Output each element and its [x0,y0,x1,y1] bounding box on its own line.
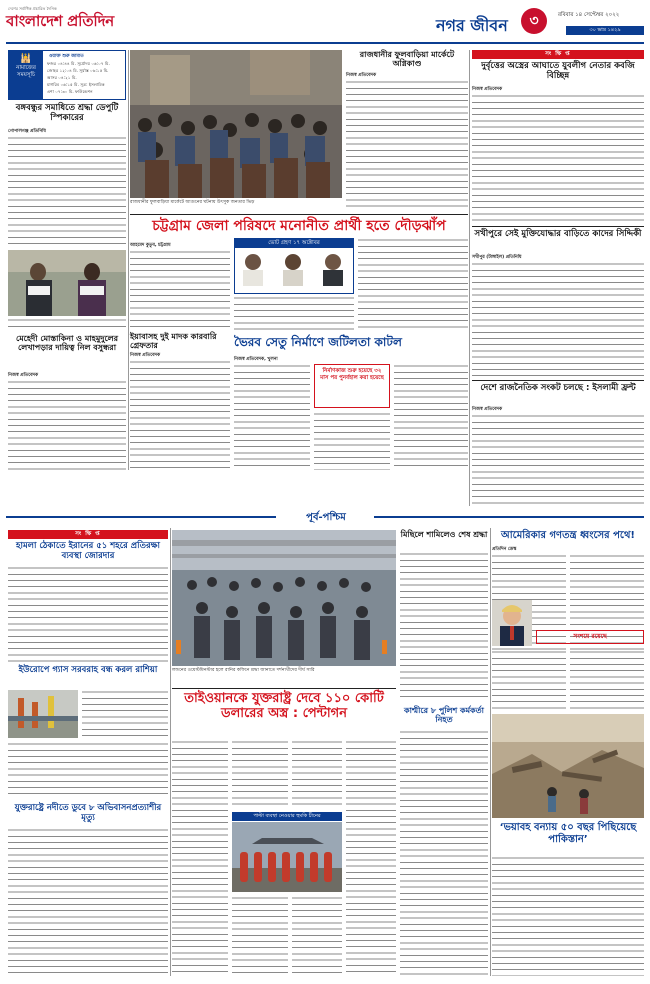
europe-headline: ইউরোপে গ্যাস সরবরাহ বন্ধ করল রাশিয়া [18,665,158,675]
flood-graphic [492,714,644,818]
page-number-badge [521,8,547,34]
queen-caption: লন্ডনের ওয়েস্টমিনস্টার হলে রানির কফিনে শ্রদ্ধা জানাতে দর্শনার্থীদের দীর্ঘ সারি [172,668,315,673]
america-headline: আমেরিকার গণতন্ত্র ধ্বংসের পথে! [501,530,635,541]
desh-headline: দেশে রাজনৈতিক সংকট চলছে : ইসলামী ফ্রন্ট [480,383,636,393]
bangabandhu-byline: গোপালগঞ্জ প্রতিনিধি [8,129,46,134]
logo [6,10,181,36]
prayer-title: নামাজের সময়সূচি [16,65,36,78]
col-rule-4 [490,528,491,976]
prayer-row: এশা ০৭:৩০ মি. ফাউন্ডেশন [47,89,93,94]
bhairab-body-col3 [394,364,468,470]
right-divider-2 [472,380,644,381]
bhairab-body-col2 [314,412,390,470]
taiwan-inset-caption: পাল্টা ব্যবস্থা নেওয়ার হুমকি চীনের [232,812,342,821]
date-line: রবিবার ১৪ সেপ্টেম্বর ২০২২ [558,12,620,18]
taiwan-rule [172,688,396,689]
market-crowd-photo [130,50,342,198]
taiwan-body-col2 [232,740,288,810]
desh-body [472,414,644,506]
kashmir-body [400,730,488,976]
pakistan-headline: ‘ভয়াবহ বন্যায় ৫০ বছর পিছিয়েছে পাকিস্তান’ [499,822,637,845]
sangkshipta2-text: সং ক্ষি প্ত [75,531,101,537]
europe-body [8,742,168,798]
col-rule-2 [469,50,470,506]
america-body-col1b [492,650,566,710]
bhairab-headline: ভৈরব সেতু নির্মাণে জটিলতা কাটল [234,335,402,349]
prayer-title-block [9,51,43,99]
taiwan-body-col4 [346,740,396,976]
prayer-rows [47,60,127,95]
gas-pipeline-photo [8,690,78,738]
america-quote-text: সংশয়ে রয়েছে [573,633,607,640]
durbritta-headline: দুর্বৃত্তের অস্ত্রের আঘাতে যুবলীগ নেতার কবজি বিচ্ছিন্ন [481,61,635,81]
queen-body [400,552,488,702]
durbritta-body [472,94,644,224]
america-quote-box [536,630,644,644]
prayer-times-box [8,50,126,100]
masthead [6,6,644,48]
bangabandhu-headline: বঙ্গবন্ধুর সমাধিতে শ্রদ্ধা ডেপুটি স্পিকারের [15,103,119,123]
sakhipur-body [472,262,644,378]
queen-headline: মিছিলে শামিলেও শেষ শ্রদ্ধা [400,530,488,539]
prayer-header: ওয়াক্ত শুরু জামাত [49,54,84,59]
pakistan-flood-photo [492,714,644,818]
mehedi-body [8,380,126,470]
hamla-headline: হামলা ঠেকাতে ইরানের ৫১ শহরে প্রতিরক্ষা ব্যবস্থা জোরদার [16,541,160,561]
bhairab-callout-text: নির্মাণকাজ শুরু হয়েছে ৩২ মাস পর পুনর্বহাল করা হয়েছে [320,368,384,381]
right-divider-1 [472,226,644,227]
bhairab-body-col1 [234,364,310,470]
section-title: নগর জীবন [436,16,508,35]
kashmir-headline: কাশ্মীরে ৮ পুলিশ কর্মকর্তা নিহত [404,706,484,725]
military-photo [232,822,342,892]
col-rule-3 [170,528,171,976]
rajdhani-headline: রাজধানীর ফুলবাড়িয়া মার্কেটে অগ্নিকাণ্ড [359,50,455,69]
taiwan-body-col3 [292,740,342,810]
hamla-body [8,566,168,662]
purba-paschim-line-left [6,516,276,518]
date-line-2: ৩০ ভাদ্র ১৪২৯ [566,26,644,35]
pakistan-body [492,856,644,976]
mehedi-byline: নিজস্ব প্রতিবেদক [8,373,39,378]
trump-photo [492,600,532,646]
mehedi-headline: মেহেদী মোস্তাকিনা ও মাহমুদুলের লেখাপড়ার দায়িত্ব নিল বসুন্ধরা [15,334,119,353]
bashundhara-caption-lines [8,318,126,330]
candidate-portraits [235,248,353,288]
america-body-col2b [570,650,644,710]
taiwan-headline: তাইওয়ানকে যুক্তরাষ্ট্র দেবে ১১০ কোটি ডলারের অস্ত্র : পেন্টাগন [184,691,384,721]
prayer-row: আসর ০৪:২১ মি. [47,75,77,80]
purba-paschim-line-right [374,516,644,518]
military-graphic [232,822,342,892]
queue-graphic [172,530,396,666]
banner-rule [130,214,468,215]
sangkshipta-label [472,50,644,59]
sangkshipta-text: সং ক্ষি প্ত [545,51,571,57]
prayer-row: জোহর ১২:০৪ মি. সূর্যাস্ত ০৬:১৫ মি. [47,68,109,73]
yaba-headline: ইয়াবাসহ দুই মাদক কারবারি গ্রেফতার [130,332,217,351]
chattogram-body-col2 [234,296,354,332]
col-rule-1 [128,50,129,470]
rajdhani-body [346,80,468,210]
usa-river-headline: যুক্তরাষ্ট্রে নদীতে ডুবে ৮ অভিবাসনপ্রত্যাশীর মৃত্যু [14,803,162,823]
crowd-graphic [130,50,342,198]
portrait-graphic [492,600,532,646]
taiwan-body-col1 [172,740,228,976]
photo-caption-top: রাজধানীর ফুলবাড়িয়া মার্কেটে আগুনের ঘটনায় উৎসুক জনতার ভিড় [130,200,255,205]
chattogram-byline: আহমেদ কুতুব, চট্টগ্রাম [130,243,171,248]
pipeline-graphic [8,690,78,738]
chattogram-body-col3 [358,238,468,330]
purba-paschim-title: পূর্ব-পশ্চিম [306,512,346,523]
taiwan-body-col3b [292,896,342,976]
page-number: ৩ [529,13,539,29]
taiwan-body-col2b [232,896,288,976]
sangkshipta2-label [8,530,168,539]
bashundhara-photo [8,250,126,316]
chattogram-body-col1 [130,250,230,330]
usa-river-body [8,828,168,974]
sakhipur-headline: সখীপুরে সেই মুক্তিযোদ্ধার বাড়িতে কাদের সিদ্দিকী [474,229,642,239]
desh-byline: নিজস্ব প্রতিবেদক [472,407,503,412]
bhairab-callout [314,364,390,408]
america-byline: প্রতিদিন ডেস্ক [492,547,517,552]
logo-text: বাংলাদেশ প্রতিদিন [6,12,114,30]
purba-paschim-bar [6,510,644,524]
yaba-body [130,360,230,470]
vote-box-title: ভোট গ্রহণ ১৭ অক্টোবর [235,239,353,248]
logo-tagline: দেশের সর্বাধিক প্রচারিত দৈনিক [8,6,57,11]
bashundhara-photo-graphic [8,250,126,316]
masthead-rule [6,42,644,44]
durbritta-byline: নিজস্ব প্রতিবেদক [472,87,503,92]
prayer-row: মাগরিব ০৬:১৫ মি. সূত্র: ইসলামিক [47,82,105,87]
bangabandhu-body [8,136,126,246]
rajdhani-byline: নিজস্ব প্রতিবেদক [346,73,377,78]
sakhipur-byline: সখীপুর (টাঙ্গাইল) প্রতিনিধি [472,255,522,260]
europe-body-right [82,690,168,738]
vote-box [234,238,354,294]
bhairab-byline: নিজস্ব প্রতিবেদক, খুলনা [234,357,278,362]
prayer-row: ফজর ০৪:৪৪ মি. সূর্যোদয় ০৬:০৭ মি. [47,61,110,66]
yaba-byline: নিজস্ব প্রতিবেদক [130,353,161,358]
queen-queue-photo [172,530,396,666]
mosque-icon: 🕌 [20,54,32,64]
chattogram-headline: চট্টগ্রাম জেলা পরিষদে মনোনীত প্রার্থী হতে দৌড়ঝাঁপ [152,218,446,234]
